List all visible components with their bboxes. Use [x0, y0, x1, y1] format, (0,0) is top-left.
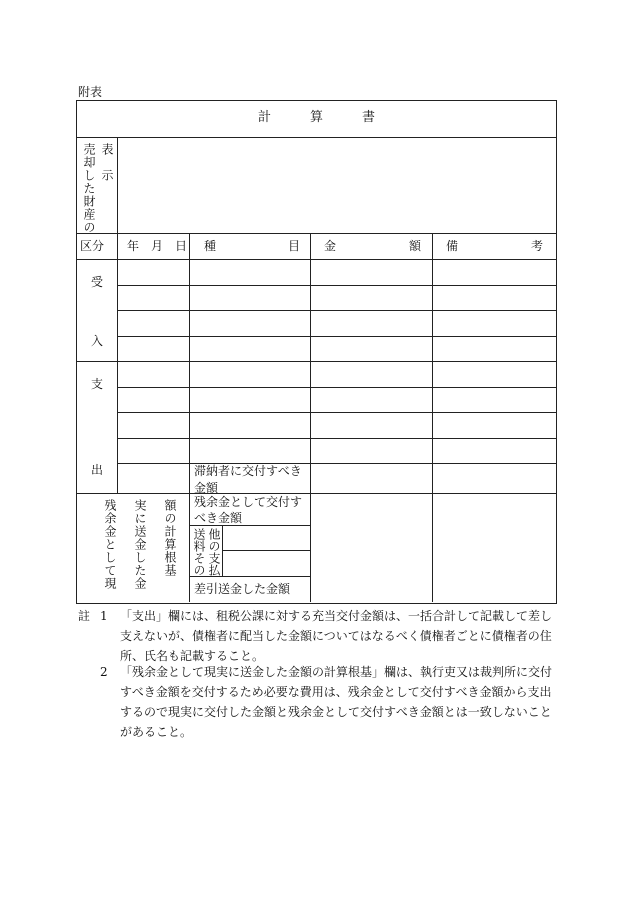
- divider: [117, 310, 557, 311]
- divider: [189, 233, 190, 602]
- appendix-label: 附表: [78, 85, 103, 99]
- property-label-line1: 表 示: [100, 143, 114, 182]
- basis-label-line3: 額の計算根基: [163, 499, 177, 577]
- note-2-number: 2: [100, 665, 108, 679]
- divider: [117, 285, 557, 286]
- delinquent-payable-label: 滞納者に交付すべき金額: [194, 464, 302, 495]
- diff-remit-label: 差引送金した金額: [194, 582, 291, 596]
- divider: [117, 336, 557, 337]
- table-border: [76, 100, 557, 604]
- notes-label: 註: [78, 609, 91, 623]
- payout-label-bottom: 出: [91, 463, 104, 477]
- divider: [76, 259, 557, 260]
- receipt-label-bottom: 入: [91, 334, 104, 348]
- header-remarks-2: 考: [531, 239, 544, 253]
- divider: [117, 137, 118, 233]
- receipt-label-top: 受: [91, 275, 104, 289]
- divider: [117, 233, 118, 493]
- payout-label-top: 支: [91, 377, 104, 391]
- basis-label-line2: 実に送金した金: [133, 499, 147, 590]
- divider: [189, 576, 310, 577]
- remit-label-line2: 他の支払: [207, 528, 221, 576]
- note-2-text: 「残余金として現実に送金した金額の計算根基」欄は、執行吏又は裁判所に交付すべき金額を交付するため必要な費用は、残余金として交付すべき金額から支出するので現実に交付した金額と残余金として交付すべき金額とは一致しないことがあること。: [120, 665, 553, 739]
- divider: [76, 233, 557, 234]
- note-1-number: 1: [100, 609, 108, 623]
- divider: [76, 493, 557, 494]
- surplus-payable-label: 残余金として交付すべき金額: [194, 495, 303, 525]
- remit-label-line1: 送料その: [192, 528, 206, 576]
- divider: [117, 412, 557, 413]
- divider: [222, 550, 310, 551]
- divider: [117, 387, 557, 388]
- header-kubun: 区分: [80, 239, 105, 253]
- property-label-line2: 売却した財産の: [82, 143, 96, 234]
- header-amount-2: 額: [409, 239, 422, 253]
- basis-label-line1: 残余金として現: [103, 499, 117, 590]
- divider: [117, 438, 557, 439]
- header-type: 種: [204, 239, 217, 253]
- divider: [76, 361, 557, 362]
- divider: [432, 233, 433, 602]
- header-amount-1: 金: [324, 239, 337, 253]
- divider: [310, 233, 311, 602]
- divider: [76, 137, 557, 138]
- header-remarks-1: 備: [446, 239, 459, 253]
- note-1-text: 「支出」欄には、租税公課に対する充当交付金額は、一括合計して記載して差し支えないが、債権者に配当した金額についてはなるべく債権者ごとに債権者の住所、氏名も記載すること。: [120, 609, 553, 663]
- table-title: 計 算 書: [257, 110, 375, 125]
- divider: [222, 525, 223, 576]
- header-item: 目: [288, 239, 301, 253]
- divider: [117, 463, 557, 464]
- header-date: 年 月 日: [127, 239, 188, 253]
